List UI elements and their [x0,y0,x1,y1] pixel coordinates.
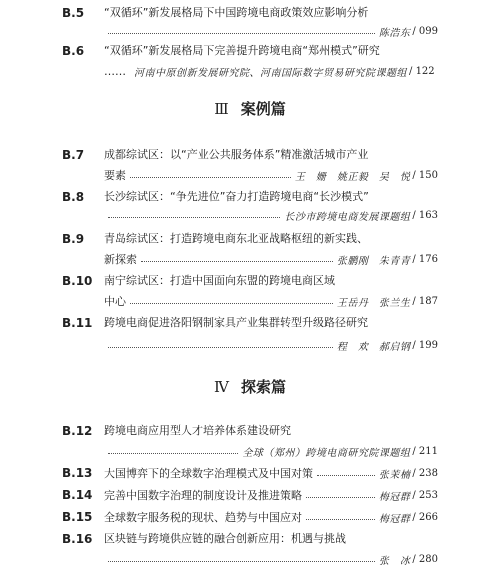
entry-title: 成都综试区：以“产业公共服务体系”精准激活城市产业 [104,148,369,161]
entry-author: 王岳丹 张兰生 [336,297,411,309]
entry-continuation: 中心 [104,295,126,308]
entry-author: 河南中原创新发展研究院、河南国际数字贸易研究院课题组 [134,67,407,79]
entry-author: 王 姗 姚正毅 吴 悦 [294,171,411,183]
entry-page: / 150 [412,169,438,181]
section-name: 探索篇 [240,378,286,396]
entry-page: / 211 [412,445,438,457]
entry-author: 张鹏刚 朱青青 [336,255,411,267]
leader-dots [317,475,375,476]
leader-dots [306,497,375,498]
section-number: Ⅳ [213,378,229,396]
section-number: Ⅲ [214,100,229,118]
entry-page: / 122 [409,65,435,77]
entry-title: 跨境电商应用型人才培养体系建设研究 [104,424,291,437]
entry-title: 完善中国数字治理的制度设计及推进策略 [104,489,302,502]
entry-code: B.6 [62,44,85,58]
leader-dots [141,261,333,262]
section-heading-exploration [0,376,500,397]
entry-title: “双循环”新发展格局下完善提升跨境电商“郑州模式”研究 [104,44,380,57]
entry-code: B.9 [62,232,85,246]
entry-page: / 099 [412,25,438,37]
entry-code: B.14 [62,488,93,502]
entry-code: B.13 [62,466,93,480]
entry-author: 梅冠群 [378,513,411,525]
leader-dots [108,217,280,218]
entry-author: 张茉楠 [378,469,411,481]
entry-page: / 253 [412,489,438,501]
entry-author: 长沙市跨境电商发展课题组 [284,211,411,223]
entry-leader-text: …… [104,64,126,78]
entry-title: 南宁综试区：打造中国面向东盟的跨境电商区域 [104,274,335,287]
leader-dots [108,453,238,454]
leader-dots [108,33,375,34]
entry-page: / 199 [412,339,438,351]
leader-dots [130,303,333,304]
entry-page: / 280 [412,553,438,565]
section-name: 案例篇 [240,100,286,118]
entry-continuation: 新探索 [104,253,137,266]
entry-title: “双循环”新发展格局下中国跨境电商政策效应影响分析 [104,6,369,19]
entry-author: 梅冠群 [378,491,411,503]
entry-code: B.8 [62,190,85,204]
entry-page: / 238 [412,467,438,479]
entry-author: 全球（郑州）跨境电商研究院课题组 [242,447,411,459]
entry-code: B.16 [62,532,93,546]
entry-code: B.15 [62,510,93,524]
entry-page: / 163 [412,209,438,221]
entry-author: 陈浩东 [378,27,411,39]
entry-code: B.12 [62,424,93,438]
entry-code: B.5 [62,6,85,20]
entry-title: 青岛综试区：打造跨境电商东北亚战略枢纽的新实践、 [104,232,368,245]
entry-code: B.10 [62,274,93,288]
entry-title: 长沙综试区：“争先进位”奋力打造跨境电商“长沙模式” [104,190,369,203]
leader-dots [108,347,333,348]
entry-title: 区块链与跨境供应链的融合创新应用：机遇与挑战 [104,532,346,545]
section-heading-cases [0,98,500,119]
entry-page: / 266 [412,511,438,523]
leader-dots [130,177,291,178]
entry-author: 张 冰 [378,555,411,567]
leader-dots [108,561,375,562]
entry-author: 程 欢 郝启钢 [336,341,411,353]
entry-page: / 176 [412,253,438,265]
entry-title: 全球数字服务税的现状、趋势与中国应对 [104,511,302,524]
entry-title: 跨境电商促进洛阳钢制家具产业集群转型升级路径研究 [104,316,368,329]
leader-dots [306,519,375,520]
entry-title: 大国博弈下的全球数字治理模式及中国对策 [104,467,313,480]
entry-continuation: 要素 [104,169,126,182]
entry-code: B.11 [62,316,93,330]
entry-page: / 187 [412,295,438,307]
entry-code: B.7 [62,148,85,162]
